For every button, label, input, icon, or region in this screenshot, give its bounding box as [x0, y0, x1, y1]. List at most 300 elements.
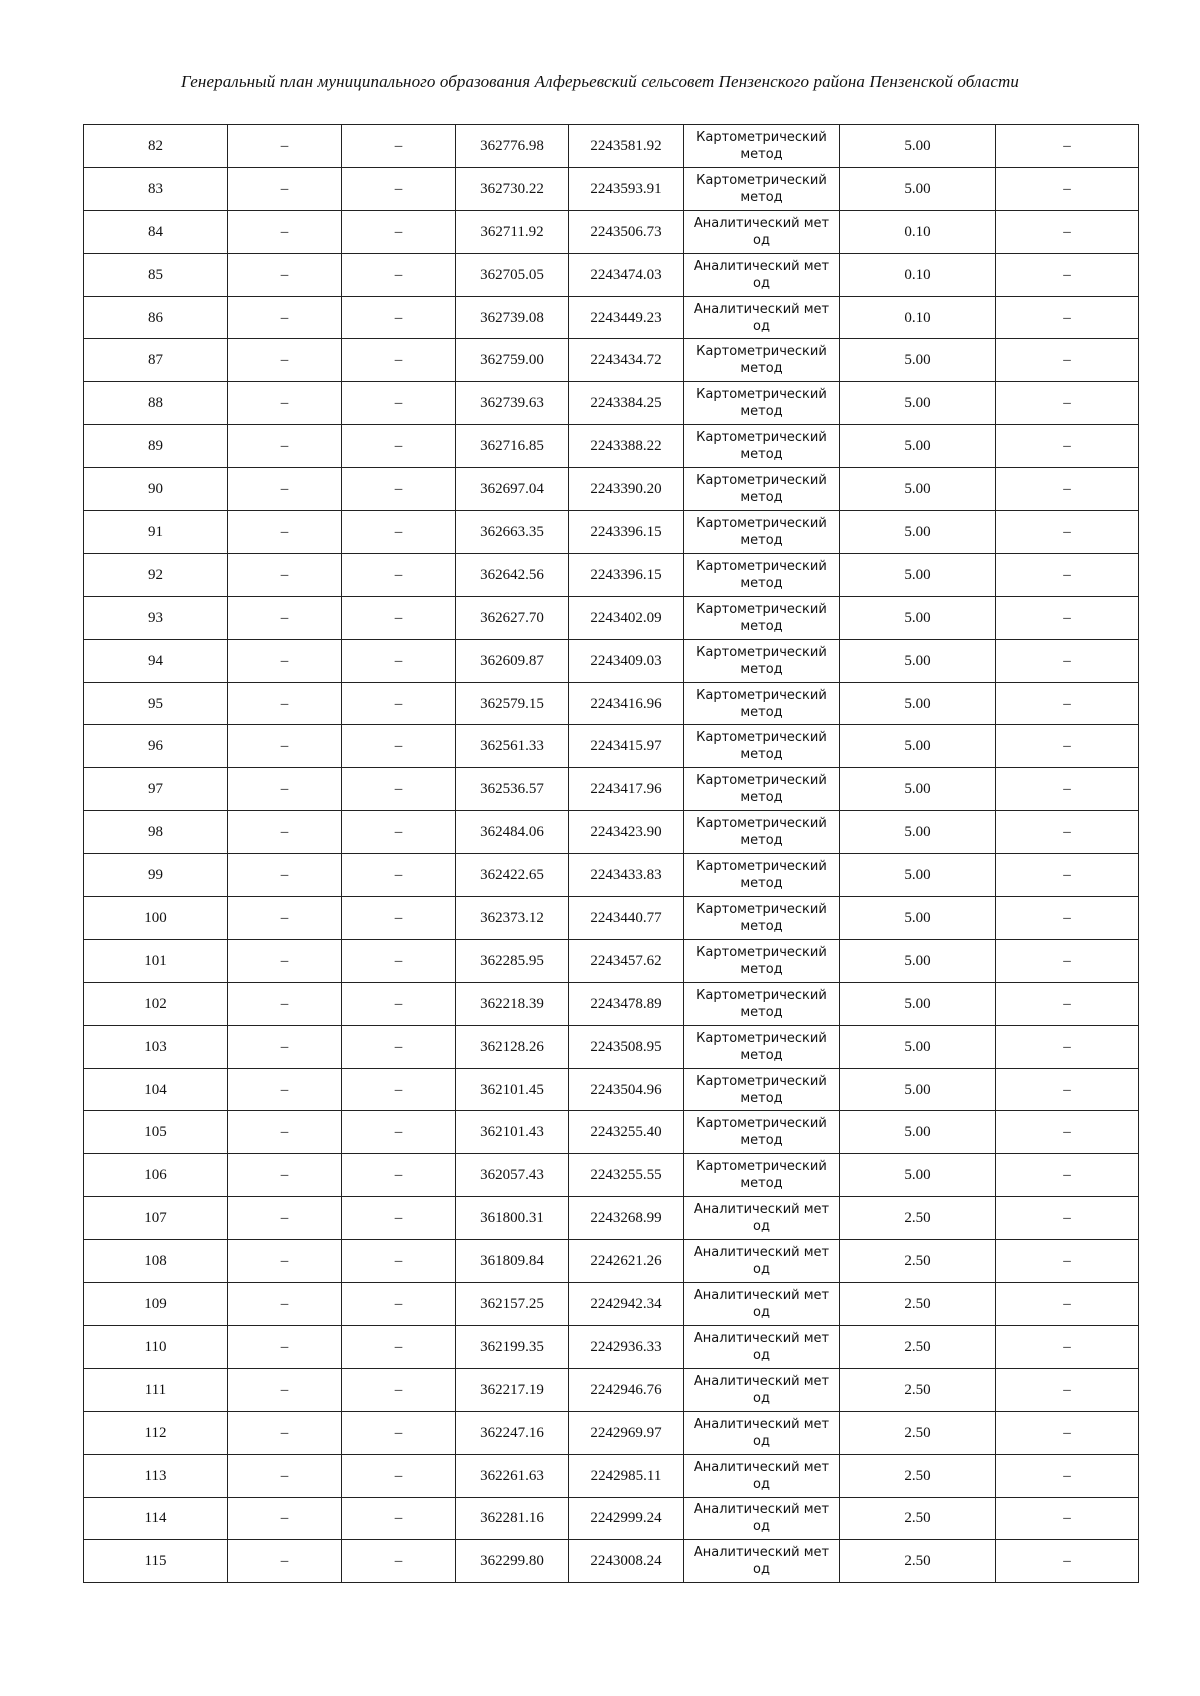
description-cell: – [996, 1283, 1139, 1326]
table-row [84, 1025, 1139, 1068]
accuracy-cell: 5.00 [840, 725, 996, 768]
existing-x-cell: – [228, 897, 342, 940]
y-coordinate-cell: 2242936.33 [569, 1325, 684, 1368]
method-cell: Картометрический метод [684, 811, 840, 854]
existing-y-cell: – [342, 596, 456, 639]
existing-x-cell: – [228, 339, 342, 382]
y-coordinate-cell: 2243008.24 [569, 1540, 684, 1583]
method-cell: Картометрический метод [684, 768, 840, 811]
x-coordinate-cell: 362101.45 [456, 1068, 569, 1111]
table-row [84, 167, 1139, 210]
method-cell: Картометрический метод [684, 425, 840, 468]
point-number-cell: 98 [84, 811, 228, 854]
existing-x-cell: – [228, 811, 342, 854]
method-cell: Картометрический метод [684, 167, 840, 210]
y-coordinate-cell: 2243423.90 [569, 811, 684, 854]
existing-x-cell: – [228, 468, 342, 511]
description-cell: – [996, 1325, 1139, 1368]
x-coordinate-cell: 362739.08 [456, 296, 569, 339]
existing-x-cell: – [228, 854, 342, 897]
accuracy-cell: 2.50 [840, 1283, 996, 1326]
accuracy-cell: 5.00 [840, 1111, 996, 1154]
accuracy-cell: 5.00 [840, 167, 996, 210]
x-coordinate-cell: 362716.85 [456, 425, 569, 468]
y-coordinate-cell: 2243415.97 [569, 725, 684, 768]
description-cell: – [996, 1068, 1139, 1111]
accuracy-cell: 5.00 [840, 982, 996, 1025]
method-cell: Картометрический метод [684, 682, 840, 725]
accuracy-cell: 2.50 [840, 1411, 996, 1454]
accuracy-cell: 5.00 [840, 382, 996, 425]
table-body [84, 125, 1139, 1583]
description-cell: – [996, 210, 1139, 253]
existing-x-cell: – [228, 382, 342, 425]
method-cell: Картометрический метод [684, 553, 840, 596]
existing-y-cell: – [342, 1368, 456, 1411]
y-coordinate-cell: 2242999.24 [569, 1497, 684, 1540]
method-cell: Картометрический метод [684, 897, 840, 940]
table-row [84, 1368, 1139, 1411]
accuracy-cell: 5.00 [840, 811, 996, 854]
existing-x-cell: – [228, 296, 342, 339]
point-number-cell: 109 [84, 1283, 228, 1326]
description-cell: – [996, 468, 1139, 511]
x-coordinate-cell: 362217.19 [456, 1368, 569, 1411]
point-number-cell: 95 [84, 682, 228, 725]
table-row [84, 897, 1139, 940]
existing-x-cell: – [228, 511, 342, 554]
x-coordinate-cell: 362157.25 [456, 1283, 569, 1326]
table-row [84, 596, 1139, 639]
table-row [84, 1540, 1139, 1583]
x-coordinate-cell: 362373.12 [456, 897, 569, 940]
method-cell: Картометрический метод [684, 511, 840, 554]
y-coordinate-cell: 2243434.72 [569, 339, 684, 382]
table-row [84, 682, 1139, 725]
accuracy-cell: 5.00 [840, 639, 996, 682]
point-number-cell: 99 [84, 854, 228, 897]
x-coordinate-cell: 362697.04 [456, 468, 569, 511]
existing-y-cell: – [342, 1154, 456, 1197]
y-coordinate-cell: 2242946.76 [569, 1368, 684, 1411]
accuracy-cell: 0.10 [840, 210, 996, 253]
existing-x-cell: – [228, 1325, 342, 1368]
x-coordinate-cell: 362627.70 [456, 596, 569, 639]
method-cell: Картометрический метод [684, 1154, 840, 1197]
description-cell: – [996, 1497, 1139, 1540]
accuracy-cell: 5.00 [840, 682, 996, 725]
x-coordinate-cell: 361809.84 [456, 1240, 569, 1283]
method-cell: Картометрический метод [684, 1068, 840, 1111]
description-cell: – [996, 682, 1139, 725]
y-coordinate-cell: 2243504.96 [569, 1068, 684, 1111]
x-coordinate-cell: 362285.95 [456, 939, 569, 982]
existing-y-cell: – [342, 1497, 456, 1540]
point-number-cell: 93 [84, 596, 228, 639]
accuracy-cell: 0.10 [840, 296, 996, 339]
description-cell: – [996, 811, 1139, 854]
existing-y-cell: – [342, 1240, 456, 1283]
existing-x-cell: – [228, 425, 342, 468]
accuracy-cell: 5.00 [840, 596, 996, 639]
point-number-cell: 87 [84, 339, 228, 382]
table-row [84, 1240, 1139, 1283]
point-number-cell: 90 [84, 468, 228, 511]
existing-x-cell: – [228, 1283, 342, 1326]
y-coordinate-cell: 2243474.03 [569, 253, 684, 296]
existing-x-cell: – [228, 982, 342, 1025]
method-cell: Аналитический метод [684, 1325, 840, 1368]
accuracy-cell: 5.00 [840, 339, 996, 382]
existing-x-cell: – [228, 553, 342, 596]
method-cell: Картометрический метод [684, 468, 840, 511]
existing-y-cell: – [342, 468, 456, 511]
table-row [84, 1411, 1139, 1454]
point-number-cell: 115 [84, 1540, 228, 1583]
y-coordinate-cell: 2243396.15 [569, 511, 684, 554]
x-coordinate-cell: 362776.98 [456, 125, 569, 168]
existing-y-cell: – [342, 854, 456, 897]
y-coordinate-cell: 2243396.15 [569, 553, 684, 596]
y-coordinate-cell: 2243449.23 [569, 296, 684, 339]
accuracy-cell: 5.00 [840, 1154, 996, 1197]
y-coordinate-cell: 2243255.55 [569, 1154, 684, 1197]
point-number-cell: 107 [84, 1197, 228, 1240]
description-cell: – [996, 768, 1139, 811]
x-coordinate-cell: 362101.43 [456, 1111, 569, 1154]
description-cell: – [996, 639, 1139, 682]
existing-y-cell: – [342, 1068, 456, 1111]
existing-y-cell: – [342, 1283, 456, 1326]
existing-x-cell: – [228, 1454, 342, 1497]
coordinates-table [83, 124, 1139, 1583]
method-cell: Картометрический метод [684, 382, 840, 425]
existing-y-cell: – [342, 296, 456, 339]
existing-x-cell: – [228, 596, 342, 639]
description-cell: – [996, 425, 1139, 468]
existing-x-cell: – [228, 1540, 342, 1583]
y-coordinate-cell: 2243390.20 [569, 468, 684, 511]
method-cell: Аналитический метод [684, 1197, 840, 1240]
method-cell: Аналитический метод [684, 296, 840, 339]
point-number-cell: 85 [84, 253, 228, 296]
method-cell: Аналитический метод [684, 1540, 840, 1583]
accuracy-cell: 2.50 [840, 1240, 996, 1283]
x-coordinate-cell: 362299.80 [456, 1540, 569, 1583]
y-coordinate-cell: 2243508.95 [569, 1025, 684, 1068]
table-row [84, 125, 1139, 168]
existing-x-cell: – [228, 1497, 342, 1540]
existing-y-cell: – [342, 425, 456, 468]
method-cell: Аналитический метод [684, 1454, 840, 1497]
method-cell: Аналитический метод [684, 253, 840, 296]
method-cell: Картометрический метод [684, 639, 840, 682]
point-number-cell: 108 [84, 1240, 228, 1283]
table-row [84, 339, 1139, 382]
existing-y-cell: – [342, 1454, 456, 1497]
point-number-cell: 84 [84, 210, 228, 253]
accuracy-cell: 5.00 [840, 425, 996, 468]
table-row [84, 210, 1139, 253]
x-coordinate-cell: 361800.31 [456, 1197, 569, 1240]
y-coordinate-cell: 2243416.96 [569, 682, 684, 725]
y-coordinate-cell: 2242969.97 [569, 1411, 684, 1454]
x-coordinate-cell: 362484.06 [456, 811, 569, 854]
point-number-cell: 89 [84, 425, 228, 468]
table-row [84, 1325, 1139, 1368]
accuracy-cell: 5.00 [840, 854, 996, 897]
existing-y-cell: – [342, 897, 456, 940]
y-coordinate-cell: 2242942.34 [569, 1283, 684, 1326]
table-row [84, 854, 1139, 897]
description-cell: – [996, 725, 1139, 768]
table-row [84, 1283, 1139, 1326]
method-cell: Картометрический метод [684, 125, 840, 168]
description-cell: – [996, 253, 1139, 296]
existing-y-cell: – [342, 125, 456, 168]
method-cell: Картометрический метод [684, 1111, 840, 1154]
point-number-cell: 86 [84, 296, 228, 339]
x-coordinate-cell: 362759.00 [456, 339, 569, 382]
description-cell: – [996, 1025, 1139, 1068]
accuracy-cell: 5.00 [840, 511, 996, 554]
table-row [84, 1454, 1139, 1497]
existing-y-cell: – [342, 1411, 456, 1454]
y-coordinate-cell: 2243409.03 [569, 639, 684, 682]
existing-x-cell: – [228, 1240, 342, 1283]
existing-x-cell: – [228, 1025, 342, 1068]
page-title: Генеральный план муниципального образования Алферьевский сельсовет Пензенского района Пензенской области [181, 72, 1019, 91]
accuracy-cell: 2.50 [840, 1540, 996, 1583]
accuracy-cell: 5.00 [840, 768, 996, 811]
y-coordinate-cell: 2242621.26 [569, 1240, 684, 1283]
point-number-cell: 114 [84, 1497, 228, 1540]
existing-y-cell: – [342, 553, 456, 596]
existing-y-cell: – [342, 210, 456, 253]
point-number-cell: 112 [84, 1411, 228, 1454]
table-row [84, 1497, 1139, 1540]
point-number-cell: 92 [84, 553, 228, 596]
y-coordinate-cell: 2243457.62 [569, 939, 684, 982]
x-coordinate-cell: 362663.35 [456, 511, 569, 554]
x-coordinate-cell: 362247.16 [456, 1411, 569, 1454]
description-cell: – [996, 296, 1139, 339]
existing-x-cell: – [228, 682, 342, 725]
x-coordinate-cell: 362128.26 [456, 1025, 569, 1068]
table-row [84, 1154, 1139, 1197]
method-cell: Картометрический метод [684, 339, 840, 382]
point-number-cell: 97 [84, 768, 228, 811]
accuracy-cell: 5.00 [840, 553, 996, 596]
point-number-cell: 96 [84, 725, 228, 768]
accuracy-cell: 2.50 [840, 1454, 996, 1497]
table-row [84, 768, 1139, 811]
description-cell: – [996, 553, 1139, 596]
accuracy-cell: 5.00 [840, 897, 996, 940]
x-coordinate-cell: 362609.87 [456, 639, 569, 682]
point-number-cell: 94 [84, 639, 228, 682]
point-number-cell: 104 [84, 1068, 228, 1111]
description-cell: – [996, 1240, 1139, 1283]
accuracy-cell: 5.00 [840, 939, 996, 982]
point-number-cell: 91 [84, 511, 228, 554]
existing-x-cell: – [228, 167, 342, 210]
table-row [84, 639, 1139, 682]
table-row [84, 1111, 1139, 1154]
method-cell: Картометрический метод [684, 596, 840, 639]
method-cell: Картометрический метод [684, 1025, 840, 1068]
table-row [84, 468, 1139, 511]
table-row [84, 982, 1139, 1025]
existing-y-cell: – [342, 167, 456, 210]
table-row [84, 382, 1139, 425]
existing-x-cell: – [228, 210, 342, 253]
existing-x-cell: – [228, 1368, 342, 1411]
description-cell: – [996, 1540, 1139, 1583]
method-cell: Картометрический метод [684, 982, 840, 1025]
x-coordinate-cell: 362261.63 [456, 1454, 569, 1497]
description-cell: – [996, 1411, 1139, 1454]
existing-x-cell: – [228, 1411, 342, 1454]
x-coordinate-cell: 362579.15 [456, 682, 569, 725]
x-coordinate-cell: 362218.39 [456, 982, 569, 1025]
y-coordinate-cell: 2243402.09 [569, 596, 684, 639]
y-coordinate-cell: 2242985.11 [569, 1454, 684, 1497]
point-number-cell: 100 [84, 897, 228, 940]
x-coordinate-cell: 362711.92 [456, 210, 569, 253]
description-cell: – [996, 897, 1139, 940]
existing-x-cell: – [228, 768, 342, 811]
existing-x-cell: – [228, 939, 342, 982]
method-cell: Аналитический метод [684, 1368, 840, 1411]
accuracy-cell: 5.00 [840, 1025, 996, 1068]
description-cell: – [996, 1197, 1139, 1240]
x-coordinate-cell: 362281.16 [456, 1497, 569, 1540]
method-cell: Аналитический метод [684, 1283, 840, 1326]
y-coordinate-cell: 2243506.73 [569, 210, 684, 253]
table-row [84, 553, 1139, 596]
table-row [84, 296, 1139, 339]
y-coordinate-cell: 2243388.22 [569, 425, 684, 468]
method-cell: Картометрический метод [684, 854, 840, 897]
description-cell: – [996, 339, 1139, 382]
existing-y-cell: – [342, 982, 456, 1025]
x-coordinate-cell: 362561.33 [456, 725, 569, 768]
y-coordinate-cell: 2243433.83 [569, 854, 684, 897]
description-cell: – [996, 854, 1139, 897]
x-coordinate-cell: 362739.63 [456, 382, 569, 425]
existing-y-cell: – [342, 382, 456, 425]
existing-y-cell: – [342, 1025, 456, 1068]
existing-y-cell: – [342, 339, 456, 382]
existing-x-cell: – [228, 253, 342, 296]
y-coordinate-cell: 2243384.25 [569, 382, 684, 425]
method-cell: Картометрический метод [684, 725, 840, 768]
point-number-cell: 113 [84, 1454, 228, 1497]
point-number-cell: 105 [84, 1111, 228, 1154]
point-number-cell: 83 [84, 167, 228, 210]
description-cell: – [996, 511, 1139, 554]
table-row [84, 725, 1139, 768]
method-cell: Аналитический метод [684, 1240, 840, 1283]
description-cell: – [996, 596, 1139, 639]
table-row [84, 811, 1139, 854]
existing-x-cell: – [228, 725, 342, 768]
table-row [84, 939, 1139, 982]
description-cell: – [996, 939, 1139, 982]
x-coordinate-cell: 362199.35 [456, 1325, 569, 1368]
description-cell: – [996, 1454, 1139, 1497]
existing-y-cell: – [342, 1197, 456, 1240]
description-cell: – [996, 1368, 1139, 1411]
method-cell: Аналитический метод [684, 1497, 840, 1540]
accuracy-cell: 0.10 [840, 253, 996, 296]
description-cell: – [996, 125, 1139, 168]
point-number-cell: 88 [84, 382, 228, 425]
x-coordinate-cell: 362536.57 [456, 768, 569, 811]
table-row [84, 253, 1139, 296]
existing-y-cell: – [342, 725, 456, 768]
accuracy-cell: 2.50 [840, 1497, 996, 1540]
y-coordinate-cell: 2243440.77 [569, 897, 684, 940]
x-coordinate-cell: 362642.56 [456, 553, 569, 596]
y-coordinate-cell: 2243417.96 [569, 768, 684, 811]
existing-y-cell: – [342, 1540, 456, 1583]
table-row [84, 425, 1139, 468]
accuracy-cell: 5.00 [840, 1068, 996, 1111]
point-number-cell: 82 [84, 125, 228, 168]
description-cell: – [996, 1154, 1139, 1197]
method-cell: Картометрический метод [684, 939, 840, 982]
table-row [84, 1197, 1139, 1240]
existing-x-cell: – [228, 1068, 342, 1111]
point-number-cell: 106 [84, 1154, 228, 1197]
existing-x-cell: – [228, 1197, 342, 1240]
accuracy-cell: 5.00 [840, 468, 996, 511]
existing-x-cell: – [228, 125, 342, 168]
point-number-cell: 111 [84, 1368, 228, 1411]
x-coordinate-cell: 362057.43 [456, 1154, 569, 1197]
x-coordinate-cell: 362730.22 [456, 167, 569, 210]
point-number-cell: 110 [84, 1325, 228, 1368]
x-coordinate-cell: 362705.05 [456, 253, 569, 296]
description-cell: – [996, 167, 1139, 210]
existing-y-cell: – [342, 768, 456, 811]
existing-y-cell: – [342, 253, 456, 296]
existing-x-cell: – [228, 1154, 342, 1197]
accuracy-cell: 5.00 [840, 125, 996, 168]
existing-x-cell: – [228, 639, 342, 682]
y-coordinate-cell: 2243268.99 [569, 1197, 684, 1240]
existing-x-cell: – [228, 1111, 342, 1154]
accuracy-cell: 2.50 [840, 1368, 996, 1411]
existing-y-cell: – [342, 1111, 456, 1154]
y-coordinate-cell: 2243478.89 [569, 982, 684, 1025]
table-row [84, 1068, 1139, 1111]
existing-y-cell: – [342, 939, 456, 982]
y-coordinate-cell: 2243581.92 [569, 125, 684, 168]
x-coordinate-cell: 362422.65 [456, 854, 569, 897]
existing-y-cell: – [342, 682, 456, 725]
existing-y-cell: – [342, 811, 456, 854]
existing-y-cell: – [342, 639, 456, 682]
method-cell: Аналитический метод [684, 1411, 840, 1454]
description-cell: – [996, 982, 1139, 1025]
existing-y-cell: – [342, 1325, 456, 1368]
y-coordinate-cell: 2243593.91 [569, 167, 684, 210]
accuracy-cell: 2.50 [840, 1197, 996, 1240]
existing-y-cell: – [342, 511, 456, 554]
